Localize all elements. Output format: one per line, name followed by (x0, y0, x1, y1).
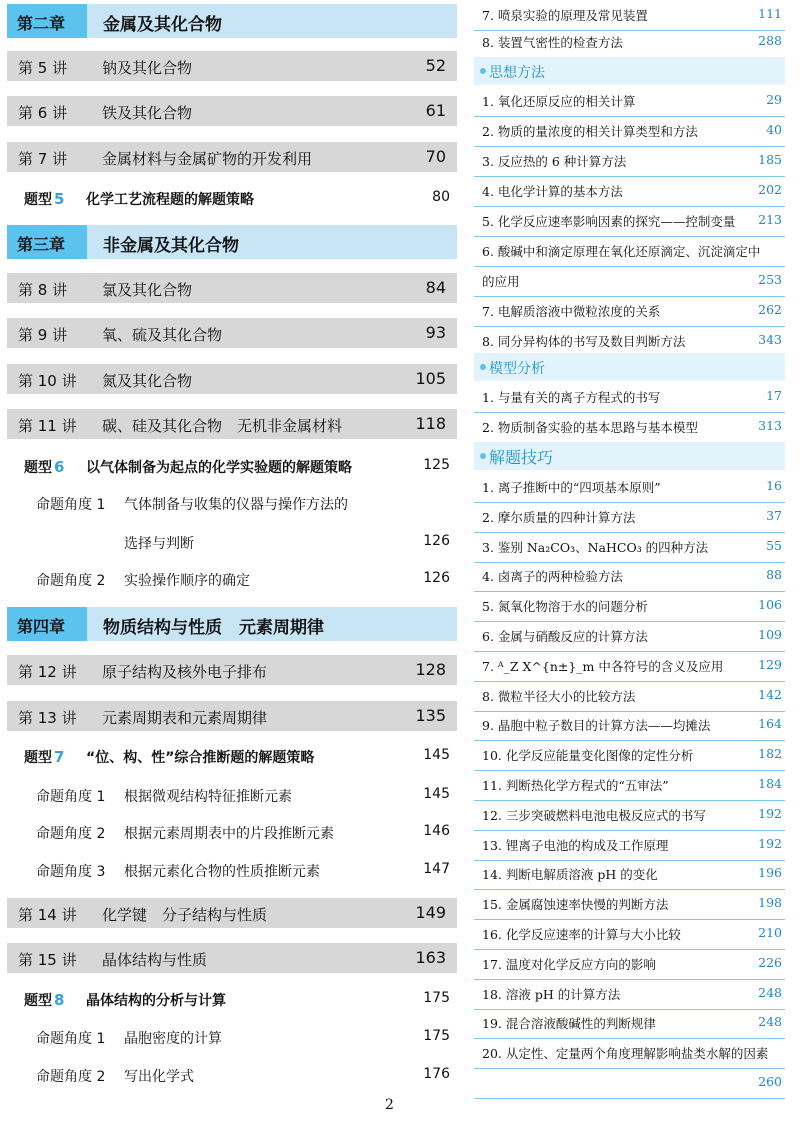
item-page: 313 (758, 418, 782, 433)
item-title: 19. 混合溶液酸碱性的判断规律 (482, 1016, 656, 1032)
page-number: 2 (385, 1097, 394, 1113)
toc-angle-6-2[interactable] (36, 566, 450, 592)
angle-page: 145 (423, 786, 450, 802)
bullet-icon (480, 68, 486, 74)
topic-page: 175 (423, 990, 450, 1006)
item-title: 7. ᴬ_Z X^{n±}_m 中各符号的含义及应用 (482, 658, 724, 674)
lecture-title: 氮及其化合物 (102, 372, 193, 390)
topic-title: 化学工艺流程题的解题策略 (86, 192, 254, 208)
item-page: 111 (758, 6, 782, 21)
angle-page: 146 (423, 823, 450, 839)
item-title: 2. 摩尔质量的四种计算方法 (482, 509, 636, 525)
chapter-4-header[interactable] (7, 607, 457, 641)
item-page: 198 (758, 895, 782, 911)
toc-topic-7[interactable] (24, 743, 450, 769)
toc-right-item[interactable] (474, 740, 785, 771)
angle-title: 根据元素化合物的性质推断元素 (124, 864, 320, 880)
item-page: 164 (758, 716, 782, 732)
lecture-title: 钠及其化合物 (102, 59, 193, 77)
angle-title: 气体制备与收集的仪器与操作方法的 (124, 497, 348, 513)
section-label: 模型分析 (489, 361, 545, 377)
section-label: 解题技巧 (489, 448, 554, 467)
item-page: 185 (758, 152, 782, 167)
item-title: 6. 酸碱中和滴定原理在氧化还原滴定、沉淀滴定中 (482, 244, 761, 259)
toc-right-item[interactable] (474, 1008, 785, 1039)
item-title: 13. 锂离子电池的构成及工作原理 (482, 837, 669, 853)
chapter-tab (7, 225, 87, 259)
item-title: 6. 金属与硝酸反应的计算方法 (482, 629, 648, 644)
item-page: 184 (758, 776, 782, 791)
topic-page: 125 (423, 457, 450, 473)
lecture-title: 金属材料与金属矿物的开发利用 (102, 150, 313, 168)
topic-page: 80 (432, 189, 450, 205)
section-label: 思想方法 (489, 65, 545, 81)
toc-right-item[interactable] (474, 770, 785, 801)
item-page: 210 (758, 925, 782, 940)
item-page: 248 (758, 984, 782, 1000)
item-title: 7. 电解质溶液中微粒浓度的关系 (482, 304, 661, 319)
lecture-label: 第 6 讲 (18, 104, 68, 122)
angle-title: 写出化学式 (124, 1069, 194, 1085)
item-page: 253 (758, 272, 782, 287)
lecture-page: 135 (415, 706, 446, 725)
lecture-label: 第 14 讲 (18, 906, 77, 924)
item-page: 16 (766, 478, 782, 493)
chapter-tab (7, 607, 87, 641)
toc-right-item[interactable] (474, 206, 785, 237)
lecture-page: 105 (415, 369, 446, 388)
toc-right-item[interactable] (474, 800, 785, 831)
item-page: 17 (766, 388, 782, 403)
toc-topic-5[interactable] (24, 185, 450, 211)
toc-right-item[interactable] (474, 830, 785, 861)
toc-lecture-14[interactable] (7, 898, 457, 928)
toc-topic-6[interactable] (24, 453, 450, 479)
toc-right-item[interactable] (474, 889, 785, 920)
lecture-title: 碳、硅及其化合物 无机非金属材料 (102, 417, 343, 435)
item-title: 10. 化学反应能量变化图像的定性分析 (482, 748, 694, 764)
item-title: 3. 鉴别 Na₂CO₃、NaHCO₃ 的四种方法 (482, 539, 709, 555)
toc-lecture-5[interactable] (7, 51, 457, 81)
toc-right-item[interactable] (474, 949, 785, 980)
item-page: 88 (766, 567, 782, 583)
angle-page: 176 (423, 1066, 450, 1082)
item-page: 129 (758, 656, 782, 672)
toc-lecture-15[interactable] (7, 943, 457, 973)
toc-right-item[interactable] (474, 472, 785, 503)
lecture-title: 氯及其化合物 (102, 281, 193, 299)
angle-title: 根据元素周期表中的片段推断元素 (124, 826, 334, 842)
section-thought-methods (474, 57, 785, 85)
item-title: 1. 与量有关的离子方程式的书写 (482, 390, 661, 405)
lecture-page: 163 (415, 948, 446, 967)
angle-label: 命题角度 1 (36, 789, 106, 805)
lecture-label: 第 13 讲 (18, 709, 77, 727)
item-title: 16. 化学反应速率的计算与大小比较 (482, 927, 681, 942)
lecture-title: 化学键 分子结构与性质 (102, 906, 268, 924)
item-title: 9. 晶胞中粒子数目的计算方法——均摊法 (482, 718, 711, 734)
toc-angle-8-1[interactable] (36, 1024, 450, 1050)
toc-lecture-11[interactable] (7, 409, 457, 439)
toc-right-item[interactable] (474, 296, 785, 327)
topic-title: 以气体制备为起点的化学实验题的解题策略 (86, 460, 352, 476)
bullet-icon (480, 453, 486, 459)
chapter-label: 第四章 (17, 617, 66, 636)
item-page: 142 (758, 686, 782, 702)
item-title: 8. 微粒半径大小的比较方法 (482, 688, 636, 704)
chapter-label: 第二章 (17, 14, 66, 33)
angle-title: 实验操作顺序的确定 (124, 573, 250, 589)
toc-right-item[interactable] (474, 382, 785, 413)
item-page: 192 (758, 805, 782, 821)
topic-title: 晶体结构的分析与计算 (86, 993, 226, 1009)
toc-angle-6-1[interactable] (36, 490, 450, 516)
toc-right-item[interactable] (474, 1038, 785, 1069)
topic-title: “位、构、性”综合推断题的解题策略 (86, 750, 315, 766)
item-title: 2. 物质的量浓度的相关计算类型和方法 (482, 124, 698, 139)
angle-page: 175 (423, 1028, 450, 1044)
lecture-page: 61 (425, 101, 446, 120)
toc-right-item[interactable] (474, 919, 785, 950)
item-page: 29 (766, 92, 782, 107)
lecture-label: 第 7 讲 (18, 150, 68, 168)
chapter-title: 非金属及其化合物 (103, 236, 239, 256)
lecture-title: 元素周期表和元素周期律 (102, 709, 268, 727)
item-title: 1. 氧化还原反应的相关计算 (482, 94, 636, 109)
angle-page: 126 (423, 533, 450, 549)
item-title: 4. 电化学计算的基本方法 (482, 184, 623, 199)
item-title: 14. 判断电解质溶液 pH 的变化 (482, 867, 658, 883)
topic-label: 题型 5 (24, 190, 65, 208)
toc-angle-7-2[interactable] (36, 819, 450, 845)
toc-right-item[interactable] (474, 146, 785, 177)
item-title: 7. 喷泉实验的原理及常见装置 (482, 8, 648, 23)
toc-angle-7-3[interactable] (36, 857, 450, 883)
angle-page: 147 (423, 861, 450, 877)
topic-label: 题型 7 (24, 748, 65, 766)
toc-topic-8[interactable] (24, 986, 450, 1012)
item-page: 202 (758, 182, 782, 197)
lecture-title: 氧、硫及其化合物 (102, 326, 223, 344)
lecture-page: 70 (425, 147, 446, 166)
toc-lecture-6[interactable] (7, 96, 457, 126)
item-page: 262 (758, 302, 782, 317)
lecture-page: 52 (425, 56, 446, 75)
toc-lecture-7[interactable] (7, 142, 457, 172)
item-title: 8. 装置气密性的检查方法 (482, 35, 623, 50)
lecture-label: 第 11 讲 (18, 417, 77, 435)
lecture-page: 118 (415, 414, 446, 433)
toc-lecture-9[interactable] (7, 318, 457, 348)
chapter-tab (7, 4, 87, 38)
lecture-title: 原子结构及核外电子排布 (102, 663, 268, 681)
toc-angle-8-2[interactable] (36, 1062, 450, 1088)
toc-right-item[interactable] (474, 621, 785, 652)
toc-right-item[interactable] (474, 651, 785, 682)
chapter-title: 金属及其化合物 (103, 15, 222, 35)
item-page: 248 (758, 1014, 782, 1030)
toc-lecture-12[interactable] (7, 655, 457, 685)
item-page: 37 (766, 507, 782, 523)
item-title: 12. 三步突破燃料电池电极反应式的书写 (482, 807, 706, 823)
toc-right-item[interactable] (474, 412, 785, 443)
angle-label: 命题角度 2 (36, 573, 106, 589)
item-title: 5. 氮氧化物溶于水的问题分析 (482, 599, 648, 615)
item-title: 1. 离子推断中的“四项基本原则” (482, 480, 661, 495)
item-title: 2. 物质制备实验的基本思路与基本模型 (482, 420, 698, 435)
item-title: 20. 从定性、定量两个角度理解影响盐类水解的因素 (482, 1046, 769, 1062)
item-page: 109 (758, 627, 782, 642)
toc-right-item[interactable] (474, 591, 785, 622)
chapter-2-header[interactable] (7, 4, 457, 38)
lecture-page: 84 (425, 278, 446, 297)
angle-label: 命题角度 1 (36, 497, 106, 513)
item-page: 106 (758, 597, 782, 613)
lecture-page: 128 (415, 660, 446, 679)
item-page: 196 (758, 865, 782, 881)
angle-page: 126 (423, 570, 450, 586)
lecture-label: 第 12 讲 (18, 663, 77, 681)
angle-label: 命题角度 1 (36, 1031, 106, 1047)
lecture-title: 晶体结构与性质 (102, 951, 208, 969)
item-page: 182 (758, 746, 782, 762)
toc-right-item[interactable] (474, 86, 785, 117)
angle-label: 命题角度 3 (36, 864, 106, 880)
angle-label: 命题角度 2 (36, 1069, 106, 1085)
lecture-label: 第 9 讲 (18, 326, 68, 344)
angle-label: 命题角度 2 (36, 826, 106, 842)
section-model-analysis (474, 353, 785, 381)
lecture-label: 第 5 讲 (18, 59, 68, 77)
item-title: 17. 温度对化学反应方向的影响 (482, 956, 656, 972)
lecture-label: 第 10 讲 (18, 372, 77, 390)
item-page: 226 (758, 954, 782, 970)
lecture-title: 铁及其化合物 (102, 104, 193, 122)
lecture-label: 第 8 讲 (18, 281, 68, 299)
item-title: 8. 同分异构体的书写及数目判断方法 (482, 334, 686, 349)
item-page: 192 (758, 835, 782, 851)
item-title: 5. 化学反应速率影响因素的探究——控制变量 (482, 214, 736, 229)
toc-right-item[interactable] (474, 502, 785, 533)
item-title: 的应用 (482, 274, 520, 289)
toc-right-item[interactable] (474, 681, 785, 712)
item-page: 260 (758, 1074, 782, 1089)
toc-right-item[interactable] (474, 1068, 785, 1099)
chapter-3-header[interactable] (7, 225, 457, 259)
item-title: 3. 反应热的 6 种计算方法 (482, 154, 627, 169)
chapter-title: 物质结构与性质 元素周期律 (103, 618, 324, 638)
topic-page: 145 (423, 747, 450, 763)
angle-title: 根据微观结构特征推断元素 (124, 789, 292, 805)
item-title: 15. 金属腐蚀速率快慢的判断方法 (482, 897, 669, 913)
toc-angle-6-1-cont[interactable] (36, 529, 450, 555)
toc-right-item[interactable] (474, 859, 785, 890)
toc-lecture-13[interactable] (7, 701, 457, 731)
toc-right-item[interactable] (474, 979, 785, 1010)
toc-right-item[interactable] (474, 532, 785, 563)
angle-title: 晶胞密度的计算 (124, 1031, 222, 1047)
topic-label: 题型 6 (24, 458, 65, 476)
item-title: 18. 溶液 pH 的计算方法 (482, 986, 621, 1002)
item-page: 213 (758, 212, 782, 227)
section-problem-skills (474, 442, 785, 470)
topic-label: 题型 8 (24, 991, 65, 1009)
item-page: 40 (766, 122, 782, 137)
item-page: 55 (766, 537, 782, 553)
toc-lecture-8[interactable] (7, 273, 457, 303)
item-page: 343 (758, 332, 782, 347)
toc-right-item[interactable] (474, 266, 785, 297)
toc-right-item[interactable] (474, 116, 785, 147)
lecture-label: 第 15 讲 (18, 951, 77, 969)
toc-right-item[interactable] (474, 236, 785, 267)
toc-lecture-10[interactable] (7, 364, 457, 394)
chapter-label: 第三章 (17, 235, 66, 254)
item-title: 4. 卤离子的两种检验方法 (482, 569, 623, 585)
toc-right-item[interactable] (474, 710, 785, 741)
toc-right-item[interactable] (474, 27, 785, 58)
toc-angle-7-1[interactable] (36, 782, 450, 808)
lecture-page: 93 (425, 323, 446, 342)
item-title: 11. 判断热化学方程式的“五审法” (482, 778, 669, 793)
bullet-icon (480, 364, 486, 370)
angle-title-cont: 选择与判断 (124, 536, 194, 552)
toc-right-item[interactable] (474, 561, 785, 592)
toc-right-item[interactable] (474, 176, 785, 207)
lecture-page: 149 (415, 903, 446, 922)
item-page: 288 (758, 33, 782, 48)
